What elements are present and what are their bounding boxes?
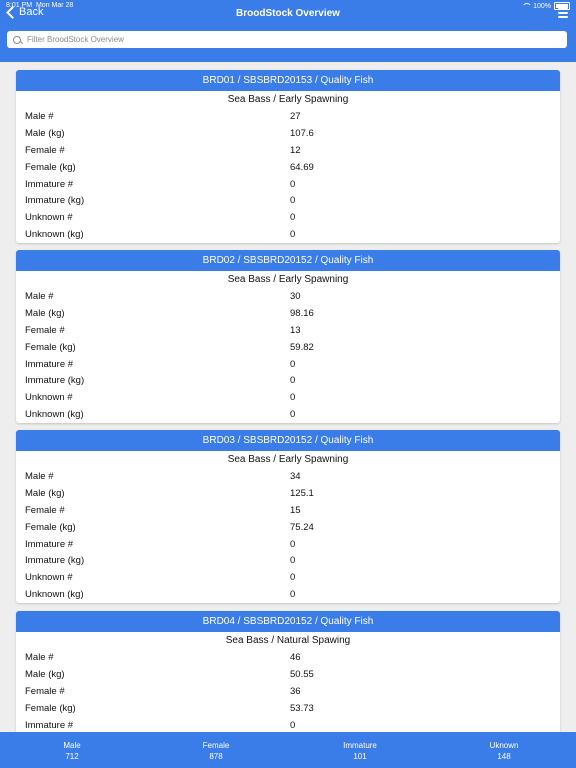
row-female-kg	[16, 159, 560, 176]
card-subtitle: Sea Bass / Early Spawning	[227, 274, 349, 285]
row-value: 0	[290, 719, 296, 731]
row-value: 0	[290, 375, 296, 387]
row-value: 0	[290, 538, 296, 550]
search-bar[interactable]	[7, 31, 567, 48]
row-female-kg	[16, 700, 560, 717]
row-female-count	[16, 683, 560, 700]
row-immature-kg	[16, 192, 560, 209]
totals-bar	[0, 732, 576, 768]
row-label: Immature #	[25, 178, 74, 190]
card-subtitle: Sea Bass / Early Spawning	[227, 454, 349, 465]
total-unknown[interactable]	[432, 732, 576, 768]
row-value: 53.73	[290, 702, 314, 714]
top-bar	[0, 0, 576, 62]
row-value: 107.6	[290, 127, 314, 139]
row-label: Male (kg)	[25, 127, 65, 139]
total-label: Uknown	[489, 741, 519, 750]
broodstock-card	[16, 250, 560, 423]
row-value: 36	[290, 685, 301, 697]
search-input[interactable]	[25, 34, 549, 45]
menu-icon-line	[558, 12, 568, 14]
menu-button[interactable]	[558, 8, 568, 17]
total-value: 148	[497, 752, 511, 761]
row-label: Unknown #	[25, 572, 73, 584]
row-immature-count	[16, 176, 560, 193]
row-label: Immature #	[25, 719, 74, 731]
row-male-count	[16, 288, 560, 305]
row-male-kg	[16, 125, 560, 142]
total-label: Male	[63, 741, 81, 750]
card-subtitle: Sea Bass / Natural Spawing	[225, 635, 351, 646]
row-label: Male #	[25, 111, 54, 122]
row-female-count	[16, 502, 560, 519]
row-value: 0	[290, 572, 296, 584]
row-label: Female #	[25, 504, 65, 516]
total-value: 101	[353, 752, 367, 761]
card-header[interactable]: BRD01 / SBSBRD20153 / Quality Fish	[16, 70, 560, 91]
search-icon	[13, 36, 21, 44]
row-label: Female (kg)	[25, 341, 76, 353]
row-immature-count	[16, 536, 560, 553]
row-value: 125.1	[290, 487, 314, 499]
total-value: 878	[209, 752, 223, 761]
row-male-count	[16, 468, 560, 485]
row-value: 59.82	[290, 341, 314, 353]
broodstock-list[interactable]	[0, 62, 576, 732]
nav-row	[0, 6, 576, 22]
broodstock-card	[16, 70, 560, 243]
row-label: Unknown #	[25, 212, 73, 224]
row-label: Female #	[25, 324, 65, 336]
row-female-kg	[16, 519, 560, 536]
row-value: 75.24	[290, 521, 314, 533]
row-label: Male #	[25, 652, 54, 663]
row-male-kg	[16, 666, 560, 683]
row-unknown-count	[16, 389, 560, 406]
row-value: 0	[290, 358, 296, 370]
row-label: Immature (kg)	[25, 555, 85, 567]
row-label: Male #	[25, 471, 54, 482]
row-label: Unknown #	[25, 392, 73, 404]
menu-icon-line	[558, 16, 568, 18]
page-title: BroodStock Overview	[236, 8, 340, 19]
row-value: 0	[290, 212, 296, 224]
total-female[interactable]	[144, 732, 288, 768]
row-value: 0	[290, 409, 296, 421]
row-value: 0	[290, 589, 296, 601]
row-unknown-count	[16, 209, 560, 226]
total-label: Immature	[343, 741, 377, 750]
row-male-count	[16, 108, 560, 125]
row-immature-count	[16, 356, 560, 373]
row-unknown-kg	[16, 586, 560, 603]
row-value: 0	[290, 195, 296, 207]
row-value: 27	[290, 111, 301, 122]
row-label: Male (kg)	[25, 668, 65, 680]
back-label: Back	[19, 6, 44, 18]
row-value: 64.69	[290, 161, 314, 173]
row-female-kg	[16, 339, 560, 356]
total-immature[interactable]	[288, 732, 432, 768]
row-value: 13	[290, 324, 301, 336]
row-label: Female (kg)	[25, 521, 76, 533]
row-value: 0	[290, 229, 296, 241]
card-header[interactable]: BRD04 / SBSBRD20152 / Quality Fish	[16, 611, 560, 632]
card-header[interactable]: BRD03 / SBSBRD20152 / Quality Fish	[16, 430, 560, 451]
row-value: 46	[290, 652, 301, 663]
row-value: 98.16	[290, 307, 314, 319]
row-label: Female #	[25, 144, 65, 156]
broodstock-card	[16, 430, 560, 603]
broodstock-card	[16, 611, 560, 732]
row-immature-kg	[16, 552, 560, 569]
row-label: Immature #	[25, 358, 74, 370]
row-label: Female #	[25, 685, 65, 697]
total-male[interactable]	[0, 732, 144, 768]
row-label: Immature (kg)	[25, 375, 85, 387]
row-label: Male #	[25, 291, 54, 302]
row-label: Male (kg)	[25, 307, 65, 319]
total-value: 712	[65, 752, 79, 761]
row-label: Female (kg)	[25, 702, 76, 714]
card-subtitle: Sea Bass / Early Spawning	[227, 94, 349, 105]
row-immature-kg	[16, 372, 560, 389]
row-immature-count	[16, 717, 560, 732]
row-label: Male (kg)	[25, 487, 65, 499]
total-label: Female	[202, 741, 230, 750]
row-label: Female (kg)	[25, 161, 76, 173]
row-unknown-count	[16, 569, 560, 586]
row-female-count	[16, 142, 560, 159]
card-header[interactable]: BRD02 / SBSBRD20152 / Quality Fish	[16, 250, 560, 271]
row-male-kg	[16, 485, 560, 502]
row-value: 34	[290, 471, 301, 482]
row-value: 15	[290, 504, 301, 516]
status-time: 8:01 PM Mon Mar 28	[6, 2, 74, 9]
row-male-count	[16, 649, 560, 666]
row-female-count	[16, 322, 560, 339]
row-value: 50.55	[290, 668, 314, 680]
row-value: 12	[290, 144, 301, 156]
row-label: Unknown (kg)	[25, 229, 84, 241]
row-value: 0	[290, 178, 296, 190]
row-label: Unknown (kg)	[25, 589, 84, 601]
row-value: 0	[290, 555, 296, 567]
row-label: Immature (kg)	[25, 195, 85, 207]
row-unknown-kg	[16, 226, 560, 243]
row-unknown-kg	[16, 406, 560, 423]
row-label: Unknown (kg)	[25, 409, 84, 421]
row-label: Immature #	[25, 538, 74, 550]
battery-percent: 100%	[533, 2, 551, 10]
row-male-kg	[16, 305, 560, 322]
menu-icon-line	[558, 8, 568, 10]
row-value: 0	[290, 392, 296, 404]
row-value: 30	[290, 291, 301, 302]
